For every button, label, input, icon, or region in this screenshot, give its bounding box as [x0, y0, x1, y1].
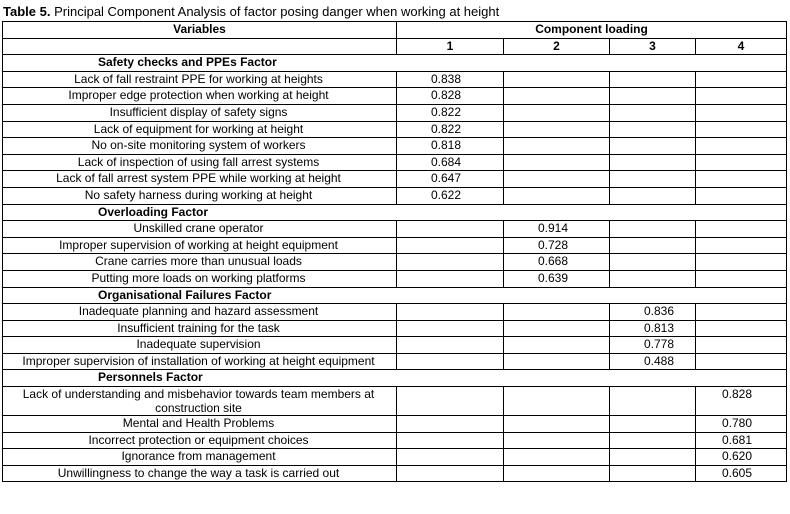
empty-cell [504, 387, 610, 416]
empty-cell [610, 432, 696, 449]
loading-component-1: 0.684 [397, 154, 504, 171]
loading-component-2: 0.668 [504, 254, 610, 271]
variable-cell: Putting more loads on working platforms [3, 270, 397, 287]
table-row [3, 432, 787, 449]
empty-cell [696, 154, 787, 171]
variable-cell: Improper edge protection when working at height [3, 88, 397, 105]
table-row [3, 337, 787, 354]
variable-cell: Lack of fall restraint PPE for working at heights [3, 71, 397, 88]
variable-cell: Insufficient display of safety signs [3, 104, 397, 121]
empty-cell [696, 353, 787, 370]
table-row [3, 104, 787, 121]
table-row [3, 171, 787, 188]
empty-cell [696, 121, 787, 138]
empty-cell [696, 320, 787, 337]
empty-cell [504, 154, 610, 171]
variable-cell: Mental and Health Problems [3, 416, 397, 433]
empty-cell [397, 304, 504, 321]
loading-component-2: 0.728 [504, 237, 610, 254]
empty-cell [397, 353, 504, 370]
loading-component-1: 0.822 [397, 121, 504, 138]
loading-component-2: 0.914 [504, 221, 610, 238]
table-row [3, 353, 787, 370]
table-row [3, 71, 787, 88]
variable-cell: Improper supervision of installation of working at height equipment [3, 353, 397, 370]
empty-cell [504, 138, 610, 155]
empty-cell [696, 187, 787, 204]
variable-cell: Unskilled crane operator [3, 221, 397, 238]
loading-component-4: 0.681 [696, 432, 787, 449]
variable-cell: No on-site monitoring system of workers [3, 138, 397, 155]
variable-cell: Inadequate planning and hazard assessment [3, 304, 397, 321]
empty-cell [696, 104, 787, 121]
table-label: Table 5. [3, 4, 51, 19]
loading-component-3: 0.813 [610, 320, 696, 337]
loading-component-1: 0.828 [397, 88, 504, 105]
table-row [3, 270, 787, 287]
empty-cell [397, 432, 504, 449]
variable-cell: Lack of understanding and misbehavior towards team members at construction site [3, 387, 397, 416]
empty-cell [610, 88, 696, 105]
empty-cell [397, 416, 504, 433]
empty-cell [610, 416, 696, 433]
empty-cell [610, 154, 696, 171]
empty-cell [696, 254, 787, 271]
section-header-row [3, 370, 787, 387]
empty-cell [504, 320, 610, 337]
variable-cell: Crane carries more than unusual loads [3, 254, 397, 271]
loading-component-4: 0.605 [696, 465, 787, 482]
table-row [3, 465, 787, 482]
component-3-header: 3 [610, 38, 696, 55]
empty-cell [504, 88, 610, 105]
variable-cell: Incorrect protection or equipment choices [3, 432, 397, 449]
loading-component-1: 0.647 [397, 171, 504, 188]
variable-cell: Improper supervision of working at height equipment [3, 237, 397, 254]
empty-cell [397, 237, 504, 254]
empty-cell [696, 88, 787, 105]
component-1-header: 1 [397, 38, 504, 55]
loading-component-1: 0.818 [397, 138, 504, 155]
empty-cell [610, 187, 696, 204]
empty-cell [696, 237, 787, 254]
loading-component-1: 0.622 [397, 187, 504, 204]
variable-cell: Ignorance from management [3, 449, 397, 466]
empty-cell [504, 171, 610, 188]
empty-cell [504, 187, 610, 204]
empty-cell [504, 353, 610, 370]
empty-cell [696, 71, 787, 88]
empty-cell [397, 387, 504, 416]
loading-component-3: 0.488 [610, 353, 696, 370]
variable-cell: Inadequate supervision [3, 337, 397, 354]
table-row [3, 138, 787, 155]
variable-cell: Lack of inspection of using fall arrest systems [3, 154, 397, 171]
table-caption [3, 4, 499, 19]
loading-component-4: 0.780 [696, 416, 787, 433]
empty-cell [397, 221, 504, 238]
section-title: Overloading Factor [3, 204, 787, 221]
loading-component-4: 0.828 [696, 387, 787, 416]
section-title: Safety checks and PPEs Factor [3, 55, 787, 72]
loading-component-1: 0.822 [397, 104, 504, 121]
empty-cell [504, 449, 610, 466]
table-row [3, 154, 787, 171]
variables-header: Variables [3, 22, 397, 39]
empty-cell [610, 387, 696, 416]
empty-cell [610, 270, 696, 287]
table-row [3, 254, 787, 271]
empty-cell [504, 337, 610, 354]
variable-cell: No safety harness during working at height [3, 187, 397, 204]
table-row [3, 304, 787, 321]
section-header-row [3, 204, 787, 221]
section-title: Organisational Failures Factor [3, 287, 787, 304]
table-row [3, 449, 787, 466]
empty-cell [696, 337, 787, 354]
empty-cell [696, 270, 787, 287]
table-row [3, 88, 787, 105]
component-4-header: 4 [696, 38, 787, 55]
table-row [3, 237, 787, 254]
empty-cell [610, 254, 696, 271]
section-header-row [3, 55, 787, 72]
empty-cell [397, 337, 504, 354]
empty-cell [610, 104, 696, 121]
table-row [3, 387, 787, 416]
section-header-row [3, 287, 787, 304]
empty-cell [504, 416, 610, 433]
empty-cell [397, 270, 504, 287]
variable-cell: Insufficient training for the task [3, 320, 397, 337]
component-2-header: 2 [504, 38, 610, 55]
variable-cell: Lack of fall arrest system PPE while working at height [3, 171, 397, 188]
empty-cell [397, 465, 504, 482]
loading-component-3: 0.778 [610, 337, 696, 354]
empty-cell [610, 465, 696, 482]
empty-cell [610, 221, 696, 238]
empty-cell [696, 138, 787, 155]
empty-cell [504, 121, 610, 138]
table-body [3, 55, 787, 482]
empty-cell [610, 449, 696, 466]
variable-cell: Lack of equipment for working at height [3, 121, 397, 138]
empty-cell [696, 221, 787, 238]
loading-component-1: 0.838 [397, 71, 504, 88]
empty-cell [504, 465, 610, 482]
empty-cell [397, 254, 504, 271]
empty-cell [504, 304, 610, 321]
empty-cell [504, 71, 610, 88]
table-row [3, 187, 787, 204]
empty-cell [610, 71, 696, 88]
empty-cell [696, 171, 787, 188]
table-row [3, 320, 787, 337]
empty-cell [610, 171, 696, 188]
empty-cell [397, 449, 504, 466]
table-title: Principal Component Analysis of factor posing danger when working at height [54, 4, 500, 19]
empty-cell [504, 104, 610, 121]
empty-cell [696, 304, 787, 321]
section-title: Personnels Factor [3, 370, 787, 387]
empty-cell [504, 432, 610, 449]
empty-cell [610, 237, 696, 254]
loading-component-2: 0.639 [504, 270, 610, 287]
empty-cell [397, 320, 504, 337]
table-row [3, 121, 787, 138]
empty-cell [610, 138, 696, 155]
loading-component-4: 0.620 [696, 449, 787, 466]
empty-cell [610, 121, 696, 138]
component-loading-header: Component loading [397, 22, 787, 39]
variable-cell: Unwillingness to change the way a task is carried out [3, 465, 397, 482]
blank-header-cell [3, 38, 397, 55]
table-row [3, 221, 787, 238]
loading-component-3: 0.836 [610, 304, 696, 321]
table-row [3, 416, 787, 433]
pca-table [2, 21, 787, 482]
